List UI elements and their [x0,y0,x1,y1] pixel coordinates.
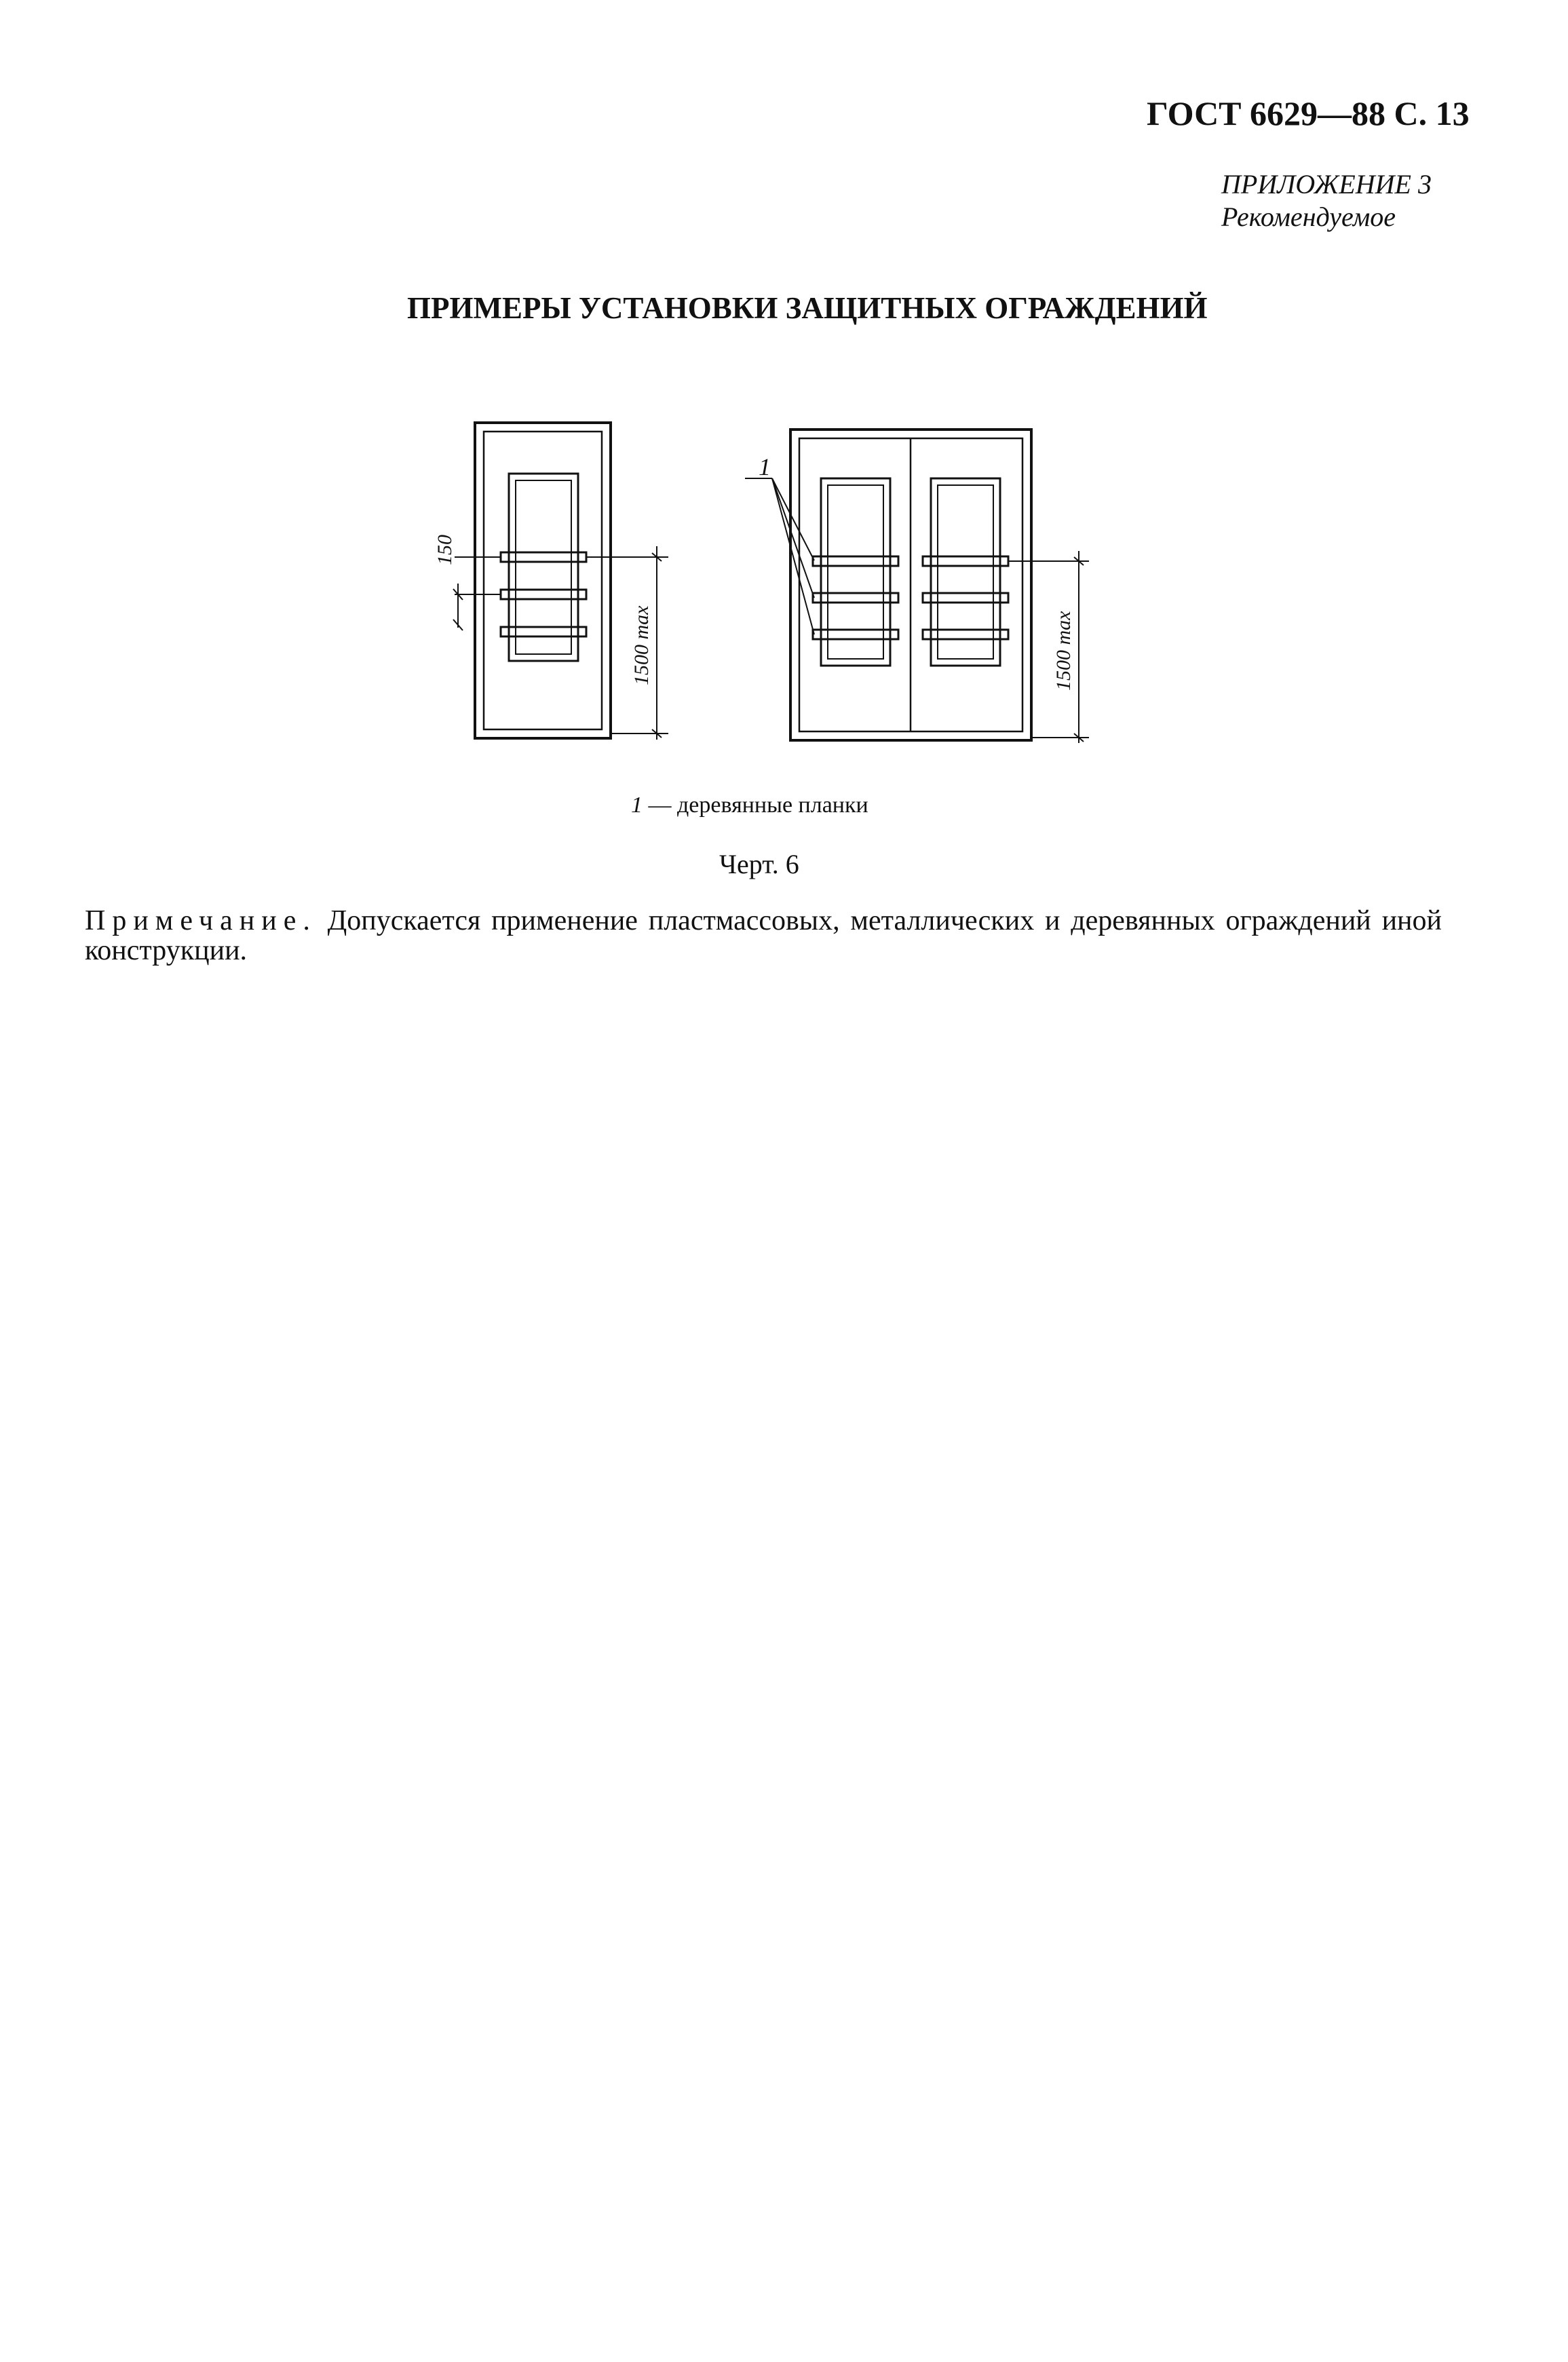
callout-leaders [745,478,814,634]
wooden-slat [923,593,1008,603]
figure-legend [631,793,868,818]
wooden-slat [501,590,586,599]
double-door [790,430,1031,740]
wooden-slat [923,556,1008,566]
wooden-slat [501,552,586,562]
figure-label: Черт. 6 [719,849,799,879]
dimension-150 [453,557,501,630]
technical-drawing [0,0,1568,787]
document-header: ГОСТ 6629—88 С. 13 [1147,94,1470,132]
appendix-label: ПРИЛОЖЕНИЕ 3 [1221,169,1432,199]
dimension-1500-right [1008,551,1089,743]
appendix-status: Рекомендуемое [1221,202,1396,232]
dimension-1500-left [587,546,668,740]
legend-text: — деревянные планки [643,793,868,818]
legend-number: 1 [631,793,643,818]
wooden-slat [923,630,1008,639]
dimension-label-1500-right: 1500 max [1052,611,1075,691]
note-paragraph [85,906,1442,966]
wooden-slat [813,630,898,639]
wooden-slat [813,593,898,603]
page-title: ПРИМЕРЫ УСТАНОВКИ ЗАЩИТНЫХ ОГРАЖДЕНИЙ [407,291,1208,325]
note-text: Допускается применение пластмассовых, металлических и деревянных ограждений иной конструкции. [85,905,1442,966]
note-label: Примечание. [85,905,317,936]
dimension-label-1500-left: 1500 max [630,605,653,685]
wooden-slat [501,627,586,636]
wooden-slat [813,556,898,566]
dimension-label-150: 150 [434,535,456,565]
single-door [475,423,611,738]
callout-number: 1 [759,453,771,480]
